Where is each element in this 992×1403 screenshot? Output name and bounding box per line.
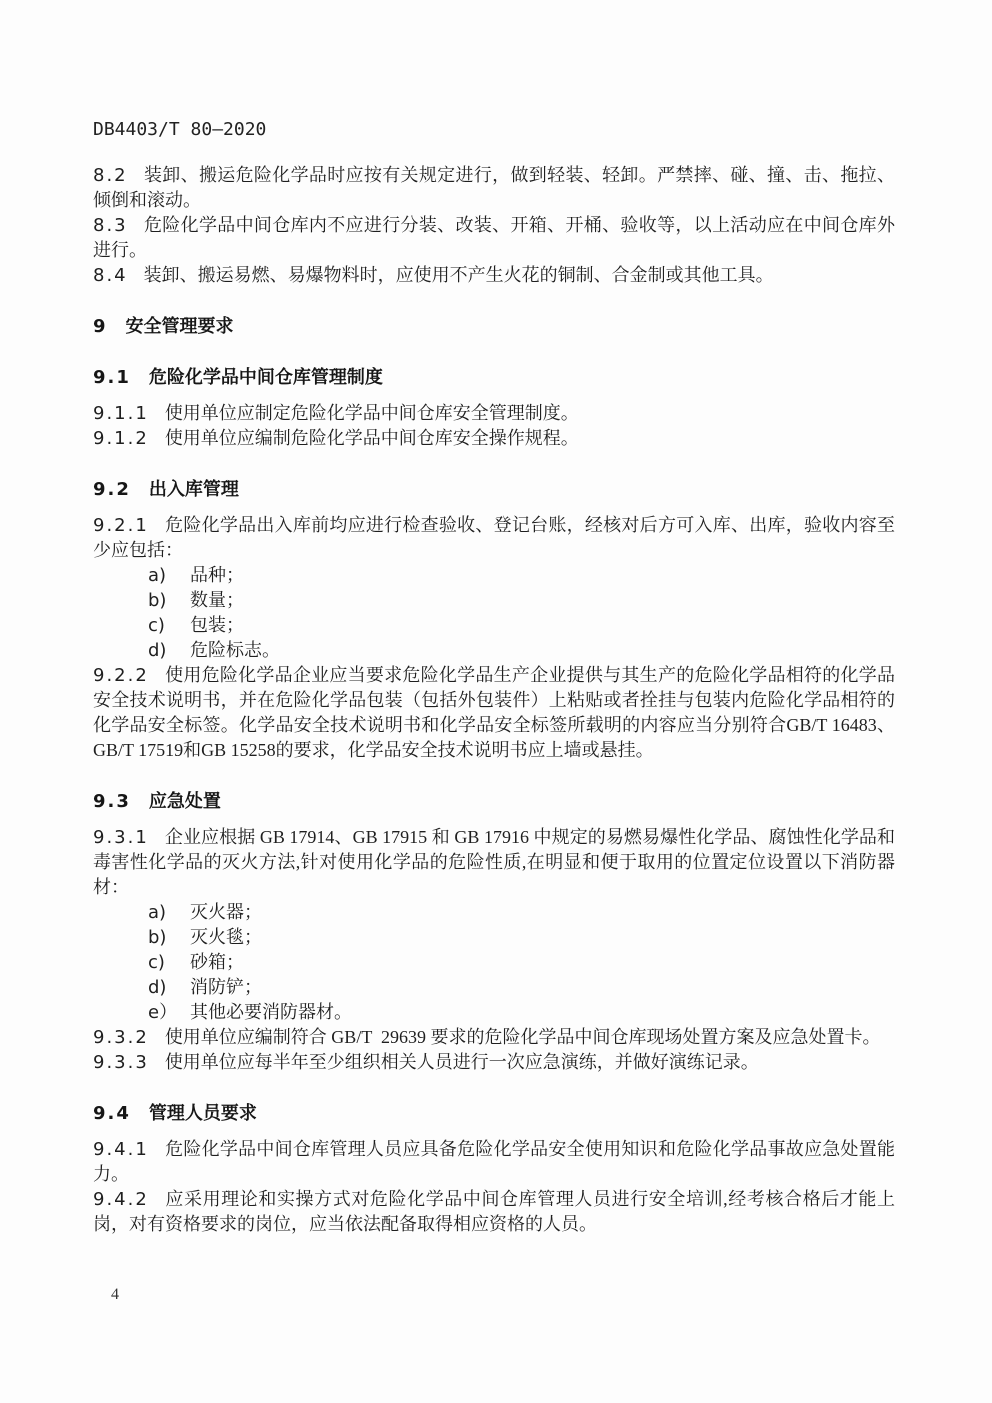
inspection-items-list	[93, 563, 895, 663]
heading-text: 出入库管理	[148, 479, 239, 499]
list-item	[93, 638, 895, 663]
clause-text: 使用单位应编制危险化学品中间仓库安全操作规程。	[164, 428, 579, 448]
clause-9-3-2	[93, 1025, 895, 1050]
heading-text: 管理人员要求	[148, 1103, 257, 1123]
clause-number: 8.4	[93, 265, 128, 286]
document-code: DB4403/T 80—2020	[93, 119, 267, 140]
clause-text: 使用危险化学品企业应当要求危险化学品生产企业提供与其生产的危险化学品相符的化学品安全技术说明书，并在危险化学品包装（包括外包装件）上粘贴或者拴挂与包装内危险化学品相符的化学品安全标签。化学品安全技术说明书和化学品安全标签所载明的内容应当分别符合GB/T 16483、GB/T 17519和GB 15258的要求，化学品安全技术说明书应上墙或悬挂。	[93, 665, 895, 760]
heading-number: 9.2	[93, 479, 131, 500]
clause-9-3-3	[93, 1050, 895, 1075]
clause-9-1-2	[93, 426, 895, 451]
list-item-letter: d)	[148, 640, 167, 661]
list-item	[93, 925, 895, 950]
section-heading-9-3	[93, 789, 895, 814]
clause-number: 8.2	[93, 165, 128, 186]
section-heading-9-4	[93, 1101, 895, 1126]
clause-9-2-1	[93, 513, 895, 563]
list-item-text: 危险标志。	[190, 640, 280, 660]
heading-number: 9.4	[93, 1103, 131, 1124]
list-item-text: 灭火毯；	[190, 927, 262, 947]
list-item-letter: b)	[148, 590, 167, 611]
clause-number: 9.4.2	[93, 1189, 149, 1210]
list-item-text: 消防铲；	[190, 977, 262, 997]
heading-number: 9.1	[93, 367, 131, 388]
document-content	[93, 163, 895, 1237]
section-heading-9	[93, 314, 895, 339]
clause-text: 危险化学品出入库前均应进行检查验收、登记台账，经核对后方可入库、出库，验收内容至少应包括：	[93, 515, 895, 560]
list-item-text: 灭火器；	[190, 902, 262, 922]
clause-number: 9.1.1	[93, 403, 149, 424]
heading-number: 9	[93, 316, 108, 337]
list-item-text: 砂箱；	[190, 952, 244, 972]
clause-8-2	[93, 163, 895, 213]
section-heading-9-2	[93, 477, 895, 502]
clause-number: 9.4.1	[93, 1139, 149, 1160]
heading-number: 9.3	[93, 791, 131, 812]
clause-text: 企业应根据 GB 17914、GB 17915 和 GB 17916 中规定的易燃易爆性化学品、腐蚀性化学品和毒害性化学品的灭火方法,针对使用化学品的危险性质,在明显和便于取用的位置定位设置以下消防器材：	[93, 827, 895, 897]
clause-text: 危险化学品中间仓库内不应进行分装、改装、开箱、开桶、验收等，以上活动应在中间仓库外进行。	[93, 215, 895, 260]
list-item-letter: c)	[148, 615, 165, 636]
clause-9-1-1	[93, 401, 895, 426]
list-item-text: 品种；	[190, 565, 244, 585]
clause-text: 使用单位应编制符合 GB/T 29639 要求的危险化学品中间仓库现场处置方案及应急处置卡。	[164, 1027, 881, 1047]
heading-text: 安全管理要求	[125, 316, 234, 336]
list-item	[93, 613, 895, 638]
section-heading-9-1	[93, 365, 895, 390]
clause-9-4-2	[93, 1187, 895, 1237]
fire-equipment-list	[93, 900, 895, 1025]
page-header	[93, 120, 895, 141]
clause-text: 装卸、搬运易燃、易爆物料时，应使用不产生火花的铜制、合金制或其他工具。	[143, 265, 774, 285]
clause-number: 9.1.2	[93, 428, 149, 449]
list-item	[93, 900, 895, 925]
page-number: 4	[111, 1286, 119, 1303]
list-item	[93, 588, 895, 613]
list-item-text: 数量；	[190, 590, 244, 610]
heading-text: 应急处置	[148, 791, 221, 811]
list-item-letter: d)	[148, 977, 167, 998]
clause-9-4-1	[93, 1137, 895, 1187]
clause-text: 使用单位应制定危险化学品中间仓库安全管理制度。	[164, 403, 579, 423]
clause-number: 9.2.2	[93, 665, 149, 686]
clause-number: 8.3	[93, 215, 128, 236]
list-item-text: 包装；	[190, 615, 244, 635]
list-item-letter: b)	[148, 927, 167, 948]
clause-number: 9.2.1	[93, 515, 149, 536]
clause-number: 9.3.2	[93, 1027, 149, 1048]
list-item-letter: e）	[148, 1002, 178, 1023]
clause-9-2-2	[93, 663, 895, 763]
list-item	[93, 975, 895, 1000]
list-item-text: 其他必要消防器材。	[190, 1002, 352, 1022]
clause-text: 危险化学品中间仓库管理人员应具备危险化学品安全使用知识和危险化学品事故应急处置能力。	[93, 1139, 895, 1184]
clause-text: 装卸、搬运危险化学品时应按有关规定进行，做到轻装、轻卸。严禁摔、碰、撞、击、拖拉、倾倒和滚动。	[93, 165, 895, 210]
list-item	[93, 950, 895, 975]
clause-8-4	[93, 263, 895, 288]
heading-text: 危险化学品中间仓库管理制度	[148, 367, 383, 387]
clause-8-3	[93, 213, 895, 263]
clause-text: 使用单位应每半年至少组织相关人员进行一次应急演练，并做好演练记录。	[164, 1052, 759, 1072]
list-item	[93, 1000, 895, 1025]
list-item-letter: a)	[148, 902, 167, 923]
list-item-letter: c)	[148, 952, 165, 973]
clause-number: 9.3.3	[93, 1052, 149, 1073]
clause-number: 9.3.1	[93, 827, 149, 848]
clause-text: 应采用理论和实操方式对危险化学品中间仓库管理人员进行安全培训,经考核合格后才能上岗，对有资格要求的岗位，应当依法配备取得相应资格的人员。	[93, 1189, 895, 1234]
list-item-letter: a)	[148, 565, 167, 586]
clause-9-3-1	[93, 825, 895, 900]
list-item	[93, 563, 895, 588]
